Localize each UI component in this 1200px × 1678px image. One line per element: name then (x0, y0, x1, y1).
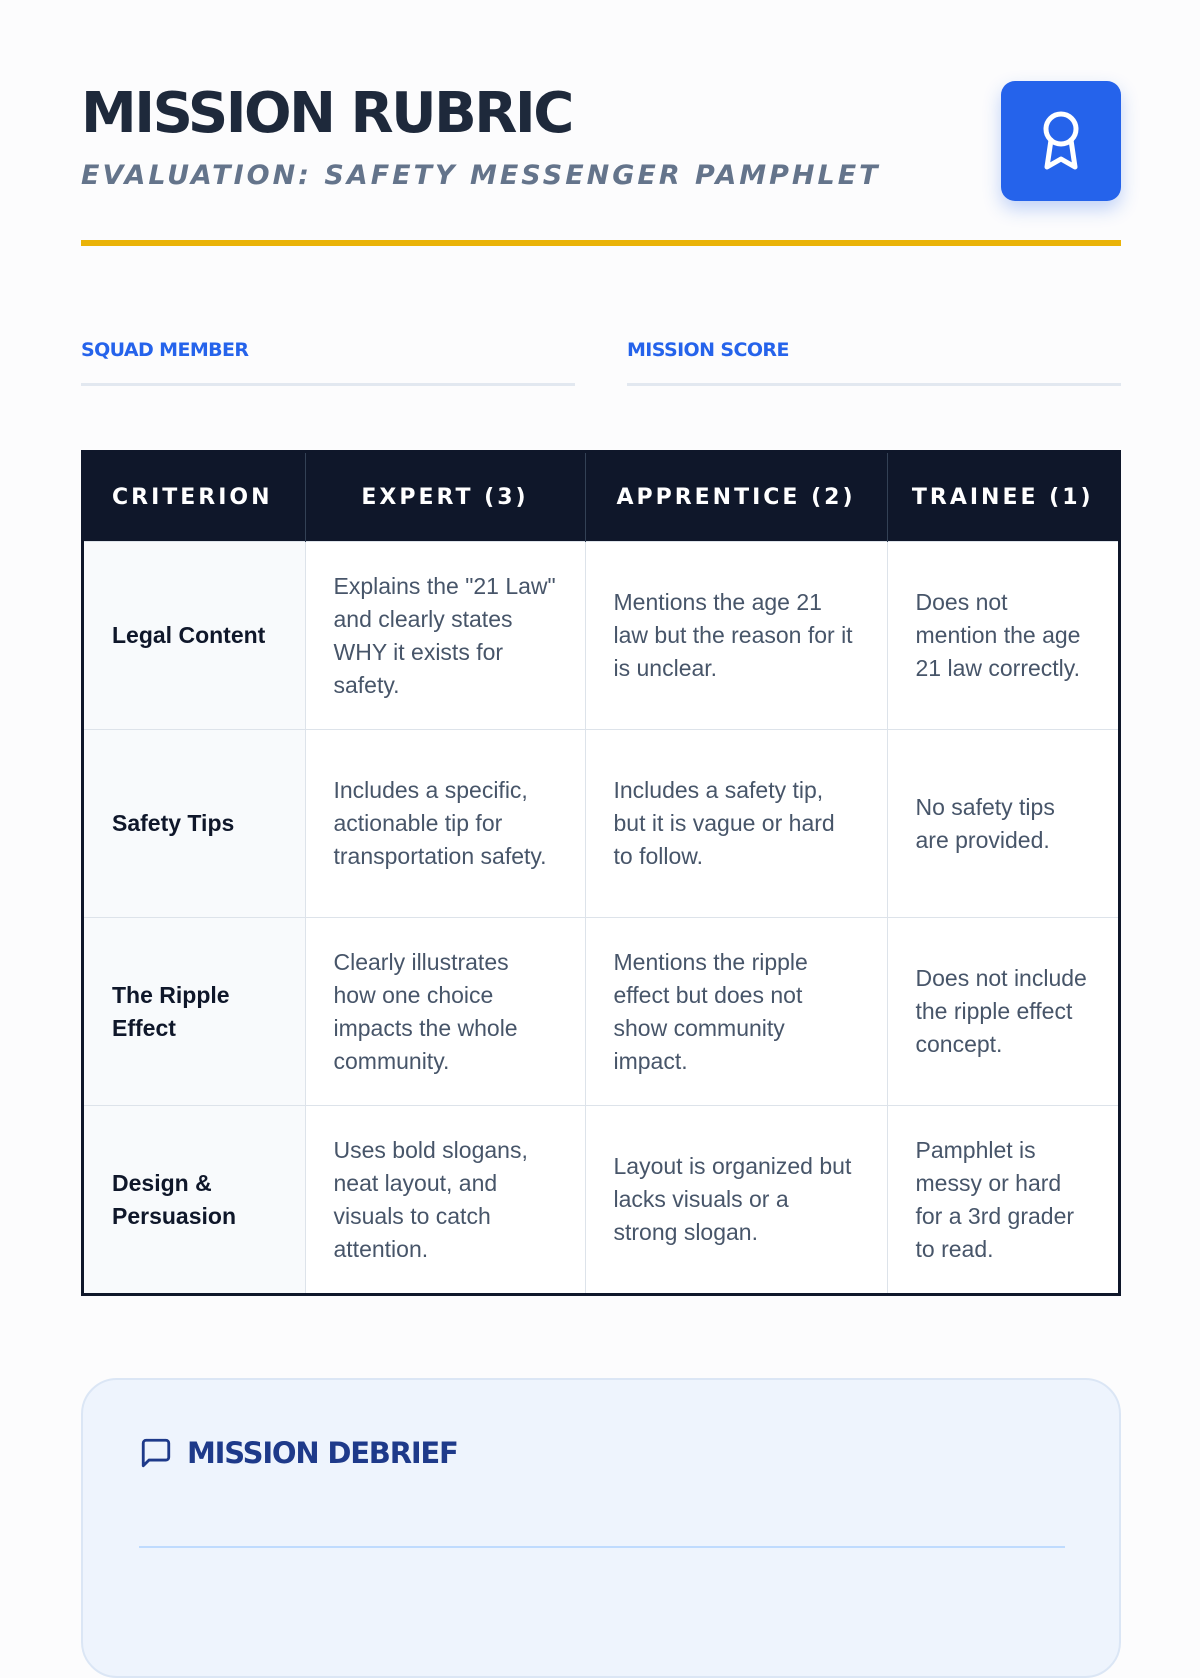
apprentice-cell: Mentions the ripple effect but does not show community impact. (585, 918, 887, 1106)
student-fields (81, 338, 1121, 386)
award-ribbon-icon (1037, 109, 1085, 173)
squad-member-label: SQUAD MEMBER (81, 339, 249, 361)
criterion-cell: The Ripple Effect (84, 918, 305, 1106)
table-row (84, 1106, 1118, 1294)
page-title: MISSION RUBRIC (81, 81, 572, 146)
trainee-cell: No safety tips are provided. (887, 730, 1118, 918)
criterion-cell: Design & Persuasion (84, 1106, 305, 1294)
rubric-page (81, 0, 1121, 1470)
trainee-cell: Pamphlet is messy or hard for a 3rd grader to read. (887, 1106, 1118, 1294)
apprentice-cell: Mentions the age 21 law but the reason for it is unclear. (585, 542, 887, 730)
criterion-cell: Safety Tips (84, 730, 305, 918)
mission-score-field[interactable] (627, 338, 1121, 386)
column-header-apprentice: APPRENTICE (2) (585, 453, 887, 542)
award-badge (1001, 81, 1121, 201)
column-header-trainee: TRAINEE (1) (887, 453, 1118, 542)
trainee-cell: Does not mention the age 21 law correctly. (887, 542, 1118, 730)
table-row (84, 918, 1118, 1106)
expert-cell: Includes a specific, actionable tip for transportation safety. (305, 730, 585, 918)
squad-member-field[interactable] (81, 338, 575, 386)
header (81, 0, 1121, 248)
expert-cell: Clearly illustrates how one choice impacts the whole community. (305, 918, 585, 1106)
column-header-criterion: CRITERION (84, 453, 305, 542)
table-row (84, 542, 1118, 730)
expert-cell: Explains the "21 Law" and clearly states WHY it exists for safety. (305, 542, 585, 730)
rubric-table (81, 450, 1121, 1296)
apprentice-cell: Layout is organized but lacks visuals or a strong slogan. (585, 1106, 887, 1294)
trainee-cell: Does not include the ripple effect concept. (887, 918, 1118, 1106)
debrief-writing-line[interactable] (139, 1546, 1065, 1548)
mission-debrief-panel (81, 1378, 1121, 1678)
header-divider (81, 240, 1121, 246)
table-row (84, 730, 1118, 918)
expert-cell: Uses bold slogans, neat layout, and visuals to catch attention. (305, 1106, 585, 1294)
mission-score-label: MISSION SCORE (627, 339, 789, 361)
debrief-title: MISSION DEBRIEF (187, 1436, 458, 1470)
column-header-expert: EXPERT (3) (305, 453, 585, 542)
apprentice-cell: Includes a safety tip, but it is vague or hard to follow. (585, 730, 887, 918)
rubric-header-row (84, 453, 1118, 542)
page-subtitle: EVALUATION: SAFETY MESSENGER PAMPHLET (81, 160, 881, 191)
debrief-header (139, 1436, 458, 1470)
message-square-icon (139, 1436, 173, 1470)
criterion-cell: Legal Content (84, 542, 305, 730)
